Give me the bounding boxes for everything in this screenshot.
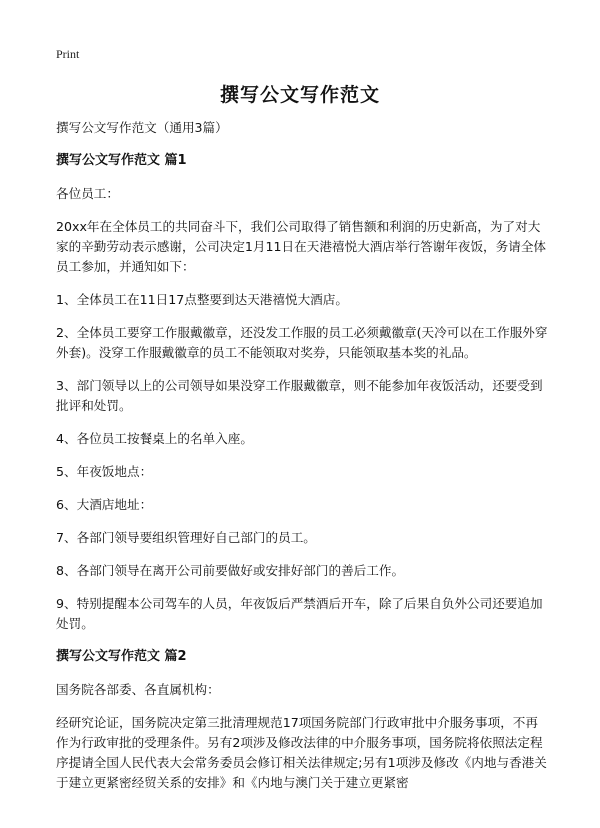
document-title: 撰写公文写作范文 (219, 84, 380, 106)
list-item: 3、部门领导以上的公司领导如果没穿工作服戴徽章，则不能参加年夜饭活动，还要受到批评和处罚。 (56, 378, 543, 413)
section-heading: 撰写公文写作范文 篇1 (56, 153, 187, 168)
paragraph: 国务院各部委、各直属机构： (56, 682, 220, 697)
print-label: Print (56, 47, 80, 61)
paragraph: 20xx年在全体员工的共同奋斗下，我们公司取得了销售额和利润的历史新高，为了对大家的辛勤劳动表示感谢，公司决定1月11日在天港禧悦大酒店举行答谢年夜饭，务请全体员工参加，并通知如下： (56, 219, 547, 274)
list-item: 5、年夜饭地点： (56, 464, 153, 479)
list-item: 1、全体员工在11日17点整要到达天港禧悦大酒店。 (56, 292, 348, 307)
list-item: 7、各部门领导要组织管理好自己部门的员工。 (56, 530, 316, 545)
list-item: 2、全体员工要穿工作服戴徽章，还没发工作服的员工必须戴徽章(天冷可以在工作服外穿外套)。没穿工作服戴徽章的员工不能领取对奖券，只能领取基本奖的礼品。 (56, 325, 548, 360)
document-subtitle: 撰写公文写作范文（通用3篇） (56, 120, 228, 135)
list-item: 4、各位员工按餐桌上的名单入座。 (56, 431, 253, 446)
list-item: 6、大酒店地址： (56, 497, 153, 512)
section-heading: 撰写公文写作范文 篇2 (56, 649, 187, 664)
document-body (56, 118, 548, 806)
section-1 (56, 151, 548, 634)
paragraph: 经研究论证，国务院决定第三批清理规范17项国务院部门行政审批中介服务事项，不再作为行政审批的受理条件。另有2项涉及修改法律的中介服务事项，国务院将依照法定程序提请全国人民代表大会常务委员会修订相关法律规定;另有1项涉及修改《内地与香港关于建立更紧密经贸关系的安排》和《内地与澳门关于建立更紧密 (56, 715, 547, 790)
list-item: 9、特别提醒本公司驾车的人员，年夜饭后严禁酒后开车，除了后果自负外公司还要追加处罚。 (56, 596, 543, 631)
paragraph: 各位员工： (56, 186, 119, 201)
list-item: 8、各部门领导在离开公司前要做好或安排好部门的善后工作。 (56, 563, 405, 578)
section-2 (56, 647, 548, 793)
